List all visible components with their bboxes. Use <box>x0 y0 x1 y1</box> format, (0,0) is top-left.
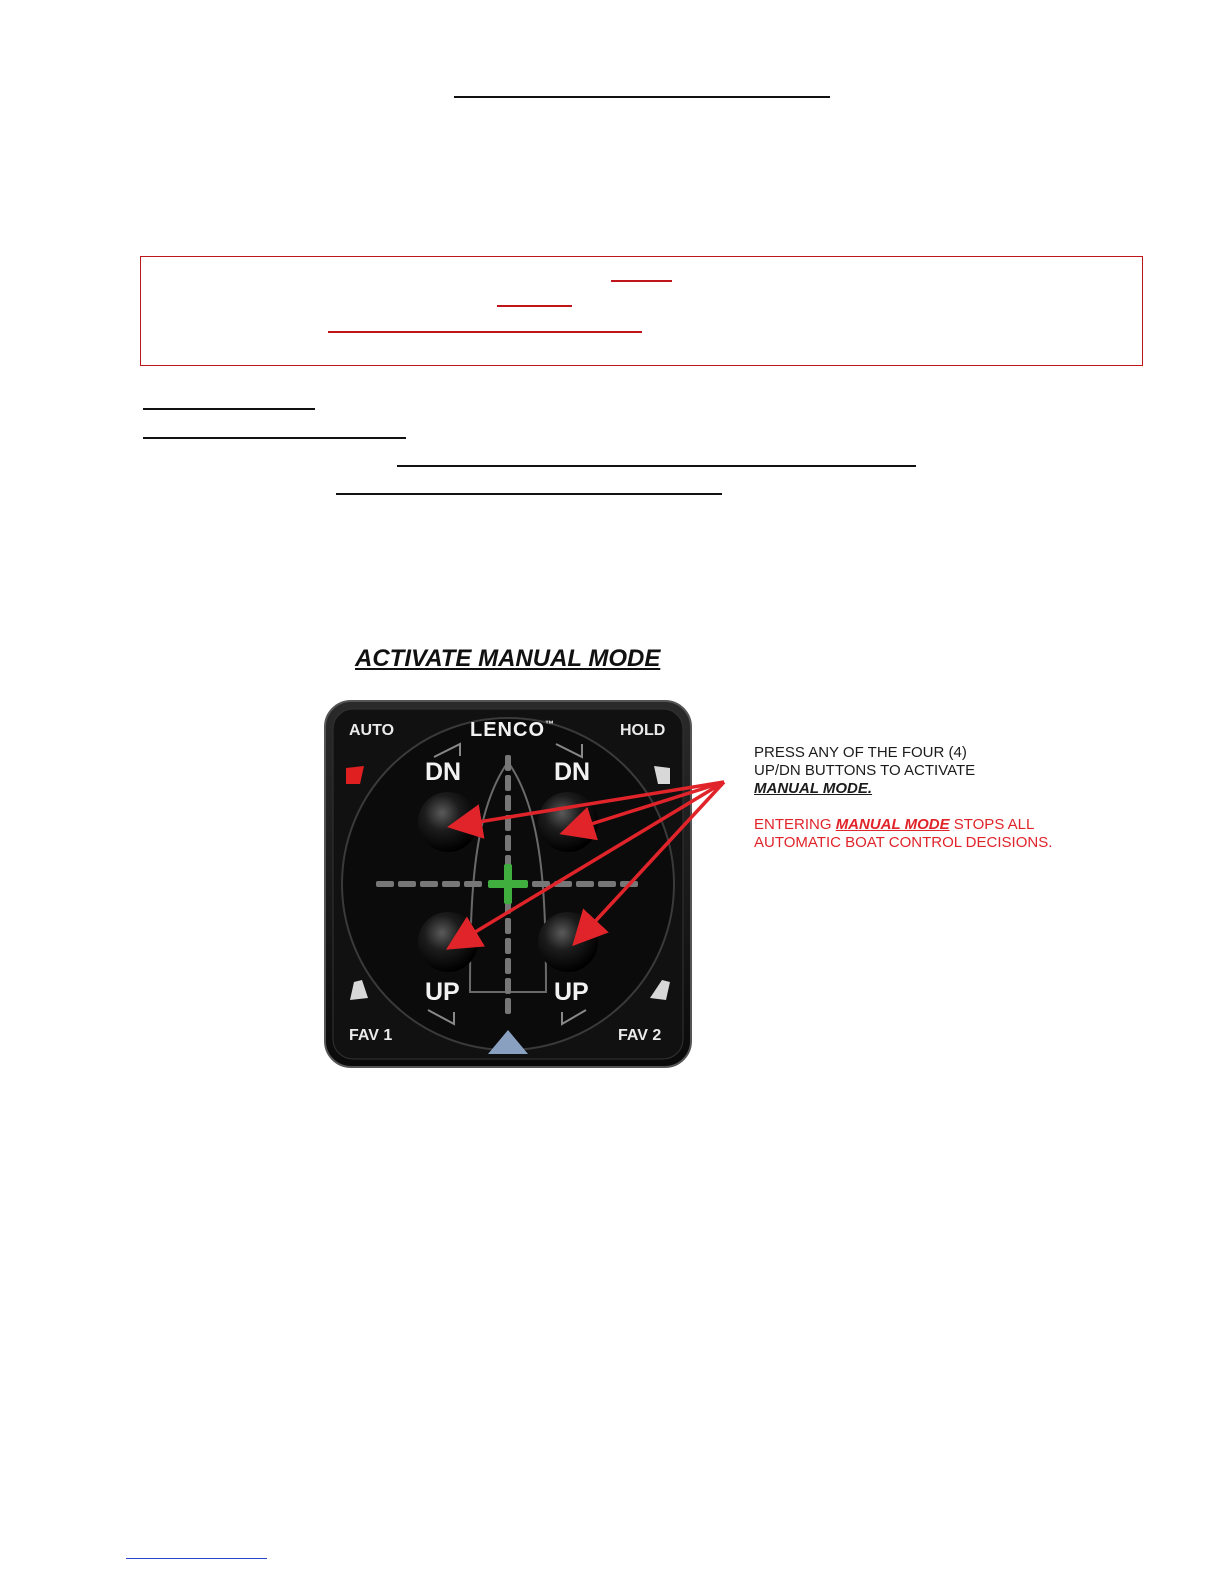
hold-label: HOLD <box>620 722 666 739</box>
lenco-brand-mark: ™ <box>545 719 555 729</box>
annotation <box>754 744 1054 852</box>
warning-em: MANUAL MODE <box>835 816 950 833</box>
annotation-line-1: PRESS ANY OF THE FOUR (4) <box>754 744 967 761</box>
annotation-line-3: MANUAL MODE. <box>754 780 873 797</box>
warning-pre: ENTERING <box>754 816 836 833</box>
fav2-label: FAV 2 <box>618 1027 662 1044</box>
up-left-label: UP <box>425 978 460 1006</box>
dn-right-label: DN <box>554 758 591 786</box>
figure-title: ACTIVATE MANUAL MODE <box>355 645 661 672</box>
footnote-link-underline[interactable] <box>126 1558 267 1559</box>
annotation-warning <box>754 816 1054 852</box>
annotation-line-2: UP/DN BUTTONS TO ACTIVATE <box>754 762 976 779</box>
arrow-to-up-left <box>452 782 724 946</box>
up-right-label: UP <box>554 978 589 1006</box>
fav1-label: FAV 1 <box>349 1027 393 1044</box>
dn-left-label: DN <box>425 758 462 786</box>
arrow-to-dn-left <box>454 782 724 826</box>
warning-post: STOPS ALL AUTOMATIC BOAT CONTROL DECISIONS. <box>754 816 1053 851</box>
lenco-brand-text: LENCO <box>470 719 545 741</box>
auto-label: AUTO <box>349 722 395 739</box>
